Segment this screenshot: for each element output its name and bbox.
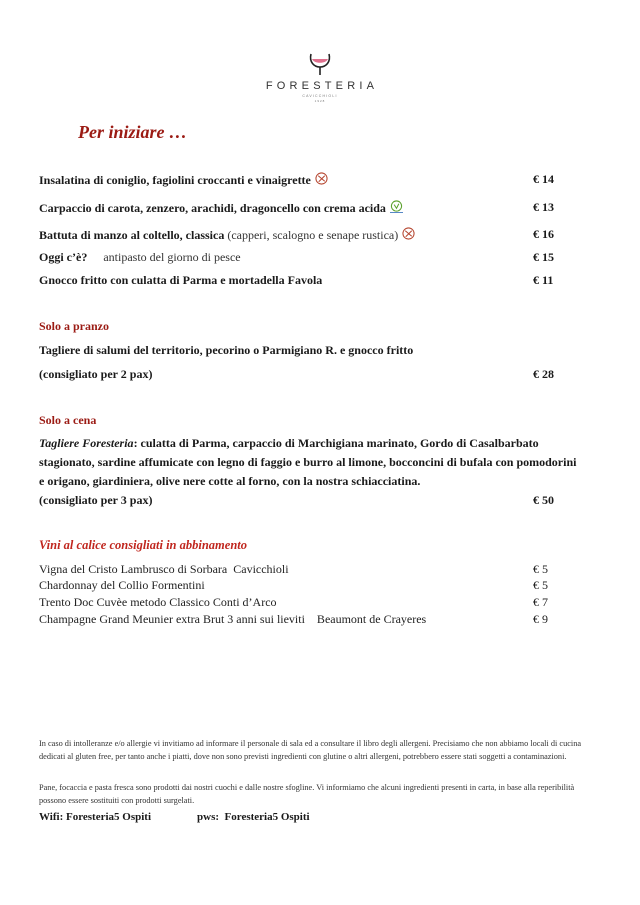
dish-price: € 14 bbox=[533, 172, 554, 186]
dish-price: € 16 bbox=[533, 227, 554, 241]
section-title-wines: Vini al calice consigliati in abbinamento bbox=[39, 538, 248, 552]
dish-price: € 15 bbox=[533, 250, 554, 264]
dish-name: Carpaccio di carota, zenzero, arachidi, dragoncello con crema acida bbox=[39, 201, 386, 215]
section-title-dinner: Solo a cena bbox=[39, 413, 97, 427]
wine-item bbox=[39, 595, 557, 610]
logo-year: 1928 bbox=[314, 99, 326, 103]
wifi-network: Wifi: Foresteria5 Ospiti bbox=[39, 811, 152, 823]
wine-price: € 9 bbox=[533, 612, 548, 626]
lunch-serving-row bbox=[39, 367, 557, 382]
wine-name: Chardonnay del Collio Formentini bbox=[39, 578, 205, 592]
wine-price: € 7 bbox=[533, 595, 548, 609]
wine-name: Vigna del Cristo Lambrusco di Sorbara Cavicchioli bbox=[39, 562, 289, 576]
no-gluten-icon bbox=[315, 172, 328, 185]
wine-item bbox=[39, 562, 557, 577]
logo-brand: FORESTERIA bbox=[265, 80, 379, 92]
dinner-serving-row bbox=[39, 493, 557, 508]
wine-glass-icon bbox=[307, 52, 333, 76]
dish-name: Tagliere Foresteria bbox=[39, 436, 134, 450]
logo-sub: CAVICCHIOLI bbox=[302, 94, 338, 98]
dish-note: antipasto del giorno di pesce bbox=[103, 250, 241, 264]
dish-serving: (consigliato per 2 pax) bbox=[39, 367, 153, 381]
menu-item bbox=[39, 200, 557, 216]
menu-item bbox=[39, 273, 557, 288]
wifi-password: pws: Foresteria5 Ospiti bbox=[197, 811, 310, 823]
bread-note: Pane, focaccia e pasta fresca sono prodotti dai nostri cuochi e dalle nostre sfogline. Vi informiamo che alcuni ingredienti presenti in carta, in base alla reperibilità possono essere sostituiti con prodotti surgelati. bbox=[39, 783, 575, 805]
menu-item bbox=[39, 227, 557, 243]
dish-price: € 11 bbox=[533, 273, 554, 287]
section-title-lunch: Solo a pranzo bbox=[39, 319, 110, 333]
dish-name: Battuta di manzo al coltello, classica bbox=[39, 228, 225, 242]
dinner-item bbox=[39, 434, 579, 491]
wifi-info bbox=[39, 811, 310, 823]
wine-price: € 5 bbox=[533, 562, 548, 576]
vegetarian-icon bbox=[390, 200, 403, 213]
dish-name: Insalatina di coniglio, fagiolini croccanti e vinaigrette bbox=[39, 173, 311, 187]
wine-name: Trento Doc Cuvèe metodo Classico Conti d’Arco bbox=[39, 595, 277, 609]
menu-item bbox=[39, 250, 557, 265]
wine-price: € 5 bbox=[533, 578, 548, 592]
no-gluten-icon bbox=[402, 227, 415, 240]
lunch-item bbox=[39, 343, 557, 358]
dish-serving: (consigliato per 3 pax) bbox=[39, 493, 153, 507]
menu-item bbox=[39, 172, 557, 188]
dish-name: Oggi c’è? bbox=[39, 250, 88, 264]
wine-item bbox=[39, 612, 557, 627]
dish-note: (capperi, scalogno e senape rustica) bbox=[227, 228, 399, 242]
wine-item bbox=[39, 578, 557, 593]
logo bbox=[0, 52, 640, 103]
dish-name: Tagliere di salumi del territorio, pecorino o Parmigiano R. e gnocco fritto bbox=[39, 343, 414, 357]
dish-price: € 50 bbox=[533, 493, 554, 507]
allergen-note: In caso di intolleranze e/o allergie vi invitiamo ad informare il personale di sala ed a consultare il libro degli allergeni. Precisiamo che non abbiamo locali di cucina dedicati al gluten free, per tanto anche i piatti, dove non sono previsti ingredienti con glutine o altri allergeni, potrebbero essere stati soggetti a contaminazioni. bbox=[39, 739, 582, 761]
dish-price: € 13 bbox=[533, 200, 554, 214]
wine-name: Champagne Grand Meunier extra Brut 3 anni sui lieviti Beaumont de Crayeres bbox=[39, 612, 427, 626]
section-title-starters: Per iniziare … bbox=[78, 122, 188, 142]
dish-price: € 28 bbox=[533, 367, 554, 381]
dish-name: Gnocco fritto con culatta di Parma e mortadella Favola bbox=[39, 273, 323, 287]
dish-description: : culatta di Parma, carpaccio di Marchigiana marinato, Gordo di Casalbarbato stagionato, sardine affumicate con legno di faggio e burro al limone, bocconcini di bufala con pomodorini e origano, giardiniera, olive nere cotte al forno, con la nostra schiacciatina. bbox=[39, 436, 577, 488]
